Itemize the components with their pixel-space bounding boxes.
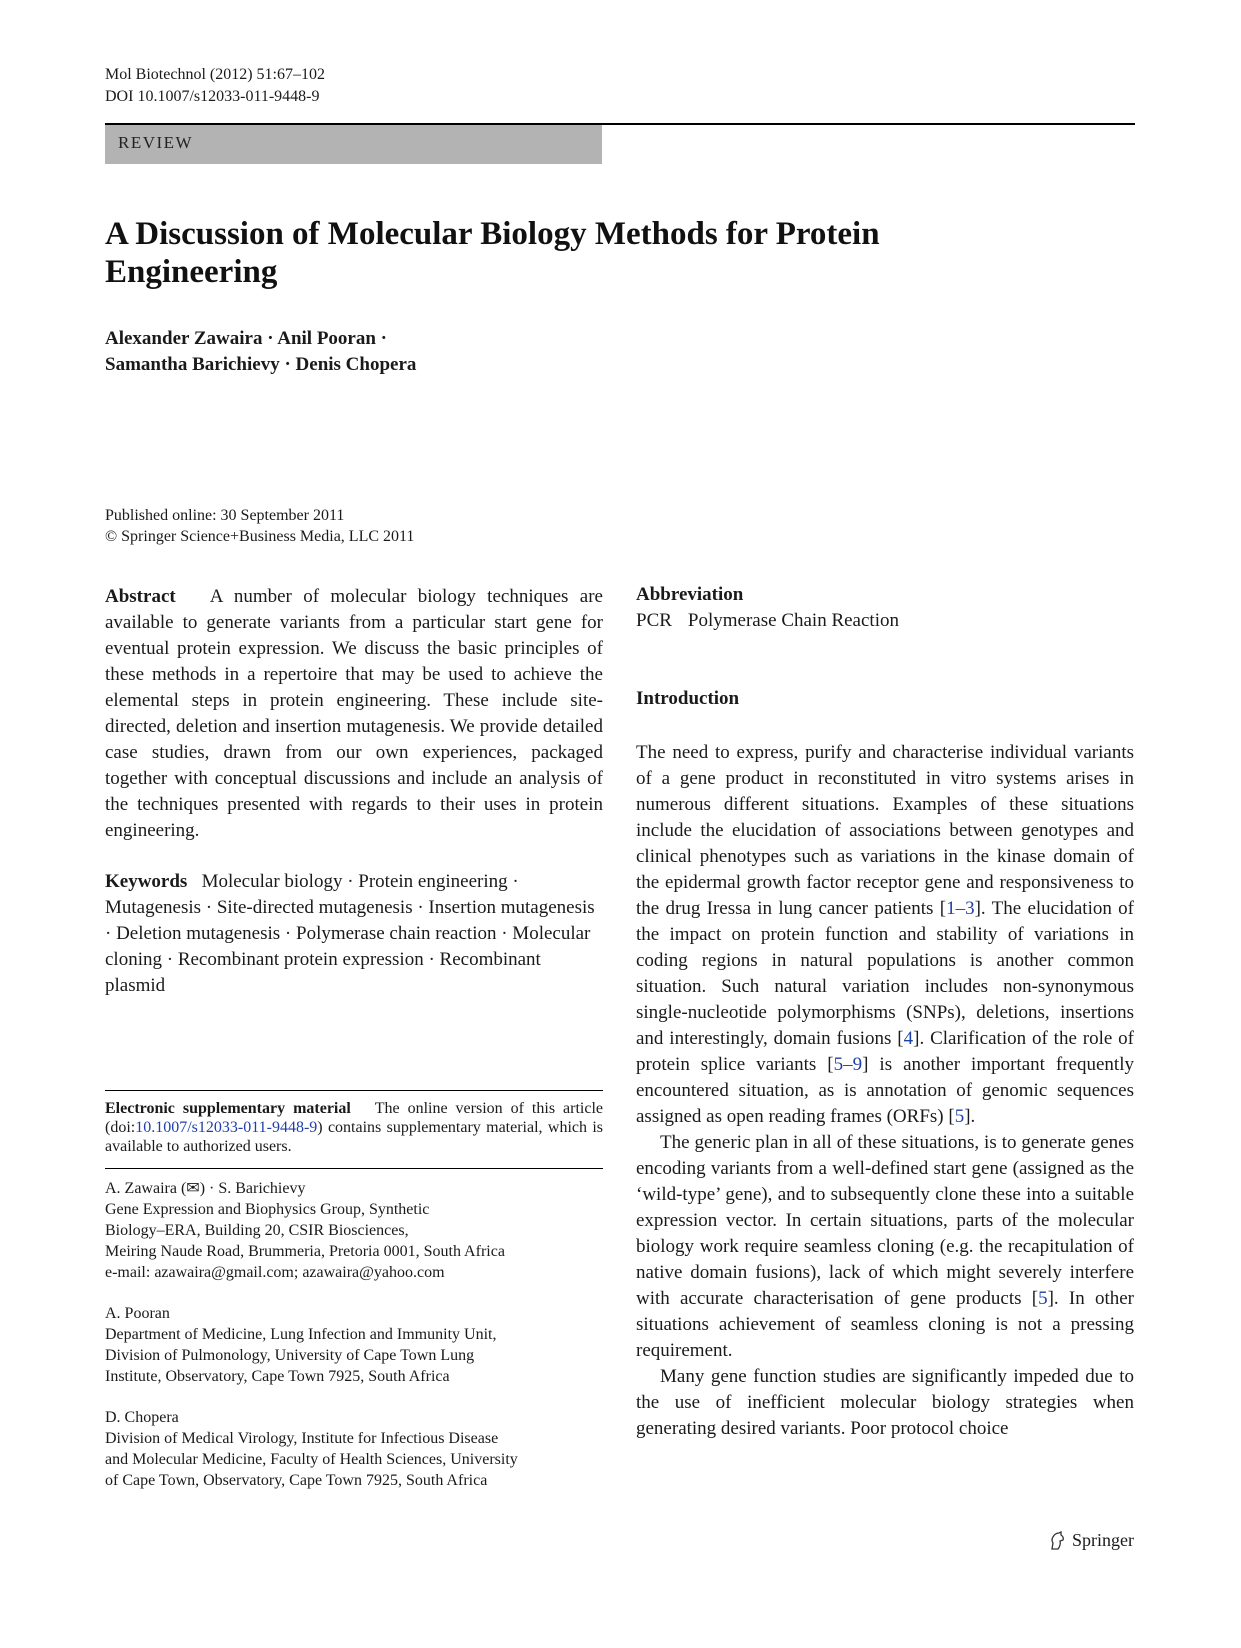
journal-doi: DOI 10.1007/s12033-011-9448-9 <box>105 88 320 105</box>
abbreviation-heading: Abbreviation <box>636 584 744 605</box>
affiliation-names: A. Pooran <box>105 1305 170 1322</box>
journal-header <box>105 64 325 108</box>
intro-text: ]. Clarification of the role of protein splice variants [ <box>636 1028 1134 1075</box>
citation-link[interactable]: 4 <box>903 1028 914 1049</box>
citation-link[interactable]: 5–9 <box>833 1054 863 1075</box>
copyright-notice: © Springer Science+Business Media, LLC 2011 <box>105 528 415 545</box>
publisher-name: Springer <box>1072 1530 1134 1550</box>
affiliation-line: Division of Pulmonology, University of Cape Town Lung <box>105 1347 475 1364</box>
esm-text-after: ) contains supplementary material, which is available to authorized users. <box>105 1119 603 1155</box>
publication-info <box>105 505 414 547</box>
esm-rule <box>105 1090 603 1091</box>
affiliation-line: Biology–ERA, Building 20, CSIR Biosciences, <box>105 1222 409 1239</box>
intro-text: The generic plan in all of these situations, is to generate genes encoding variants from a well-defined start gene (assigned as the ‘wild-type’ gene), and to subsequently clone these into a suitable expression vector. In certain situations, parts of the molecular biology work require seamless cloning (e.g. the recapitulation of native domain fusions), lack of which might severely interfere with accurate characterisation of gene products [ <box>636 1132 1134 1309</box>
affiliation-block <box>105 1407 603 1491</box>
intro-text: ]. <box>964 1106 976 1127</box>
affiliation-email: e-mail: azawaira@gmail.com; azawaira@yahoo.com <box>105 1264 445 1281</box>
keywords-heading: Keywords <box>105 871 188 892</box>
affiliation-line: of Cape Town, Observatory, Cape Town 7925, South Africa <box>105 1472 488 1489</box>
author-line-2: Samantha Barichievy · Denis Chopera <box>105 354 417 375</box>
journal-citation: Mol Biotechnol (2012) 51:67–102 <box>105 66 325 83</box>
esm-doi-link[interactable]: 10.1007/s12033-011-9448-9 <box>135 1119 318 1136</box>
article-type-label: REVIEW <box>118 133 194 152</box>
affiliation-block <box>105 1178 603 1283</box>
abstract <box>105 584 603 844</box>
published-date: Published online: 30 September 2011 <box>105 507 345 524</box>
abbreviation-definition: Polymerase Chain Reaction <box>687 610 899 631</box>
citation-link[interactable]: 1–3 <box>946 898 975 919</box>
abstract-heading: Abstract <box>105 586 176 607</box>
affiliation-line: and Molecular Medicine, Faculty of Health Sciences, University <box>105 1451 518 1468</box>
author-line-1: Alexander Zawaira · Anil Pooran · <box>105 328 388 349</box>
author-list <box>105 326 416 378</box>
citation-link[interactable]: 5 <box>1038 1288 1048 1309</box>
introduction-heading: Introduction <box>636 688 740 709</box>
affiliation-names: D. Chopera <box>105 1409 179 1426</box>
intro-text: ]. The elucidation of the impact on protein function and stability of variations in coding regions in natural populations is another common situation. Such natural variation includes non-synonymous single-nucleotide polymorphisms (SNPs), deletions, insertions and interestingly, domain fusions [ <box>636 898 1135 1049</box>
intro-paragraph-3: Many gene function studies are significantly impeded due to the use of inefficient molecular biology strategies when generating desired variants. Poor protocol choice <box>636 1366 1134 1439</box>
introduction-body <box>636 740 1134 1442</box>
paper-title: A Discussion of Molecular Biology Methods for Protein Engineering <box>105 216 880 290</box>
publisher-footer <box>1048 1530 1134 1551</box>
intro-paragraph-2 <box>636 1130 1134 1364</box>
affiliation-names: A. Zawaira (✉) · S. Barichievy <box>105 1180 306 1197</box>
intro-text: ]. In other situations achievement of seamless cloning is not a pressing requirement. <box>636 1288 1134 1361</box>
affiliation-line: Gene Expression and Biophysics Group, Synthetic <box>105 1201 430 1218</box>
keywords-text: Molecular biology · Protein engineering · Mutagenesis · Site-directed mutagenesis · Insertion mutagenesis · Deletion mutagenesis · Polymerase chain reaction · Molecular cloning · Recombinant protein expression · Recombinant plasmid <box>105 871 595 996</box>
affiliation-block <box>105 1303 603 1387</box>
abstract-text: A number of molecular biology techniques are available to generate variants from a particular start gene for eventual protein expression. We discuss the basic principles of these methods in a repertoire that may be used to achieve the elemental steps in protein engineering. These include site-directed, deletion and insertion mutagenesis. We provide detailed case studies, drawn from our own experiences, packaged together with conceptual discussions and include an analysis of the techniques presented with regards to their uses in protein engineering. <box>105 586 603 841</box>
esm-text-before: The online version of this article (doi: <box>105 1100 603 1136</box>
affiliation-line: Meiring Naude Road, Brummeria, Pretoria 0001, South Africa <box>105 1243 505 1260</box>
keywords <box>105 869 603 999</box>
affiliation-line: Department of Medicine, Lung Infection and Immunity Unit, <box>105 1326 497 1343</box>
esm-heading: Electronic supplementary material <box>105 1100 351 1117</box>
abbreviation-term: PCR <box>636 610 672 631</box>
affiliation-line: Institute, Observatory, Cape Town 7925, South Africa <box>105 1368 450 1385</box>
intro-text: ] is another important frequently encountered situation, as is annotation of genomic sequences assigned as open reading frames (ORFs) [ <box>636 1054 1134 1127</box>
intro-paragraph-1 <box>636 740 1134 1130</box>
citation-link[interactable]: 5 <box>954 1106 965 1127</box>
springer-horse-icon <box>1048 1531 1066 1551</box>
affiliation-line: Division of Medical Virology, Institute for Infectious Disease <box>105 1430 499 1447</box>
affiliation-rule <box>105 1168 603 1169</box>
intro-text: The need to express, purify and characterise individual variants of a gene product in reconstituted in vitro systems arises in numerous different situations. Examples of these situations include the elucidation of associations between genotypes and clinical phenotypes such as variations in the kinase domain of the epidermal growth factor receptor gene and responsiveness to the drug Iressa in lung cancer patients [ <box>636 742 1134 919</box>
supplementary-note <box>105 1099 603 1156</box>
abbreviation-row <box>636 610 1134 632</box>
